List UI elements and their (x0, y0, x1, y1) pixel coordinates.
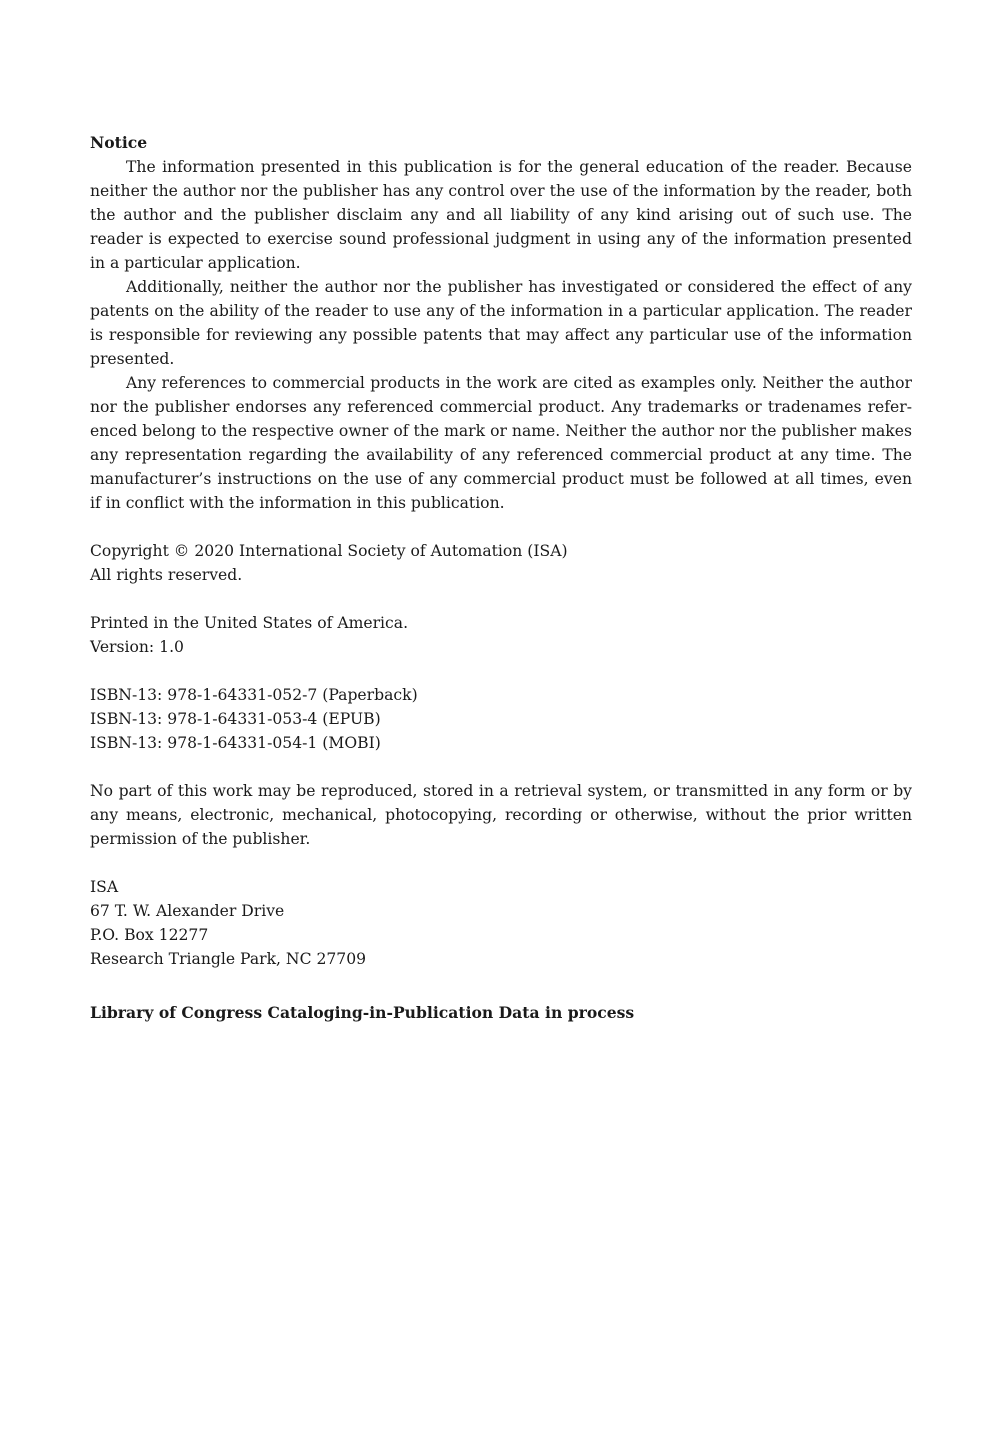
text-line: All rights reserved. (90, 566, 243, 584)
text-line: the author and the publisher disclaim any and all liability of any kind arising out of such use. The (90, 206, 912, 224)
text-line: in a particular application. (90, 254, 301, 272)
text-line: Copyright © 2020 International Society of Automation (ISA) (90, 542, 568, 560)
text-line: P.O. Box 12277 (90, 926, 209, 944)
text-line: is responsible for reviewing any possible patents that may affect any particular use of the information (90, 326, 912, 344)
spacer (90, 587, 912, 611)
isbn-list (90, 683, 912, 755)
text-line: Printed in the United States of America. (90, 614, 409, 632)
text-line: patents on the ability of the reader to use any of the information in a particular application. The reader (90, 302, 912, 320)
text-line: any representation regarding the availability of any referenced commercial product at any time. The (90, 446, 912, 464)
text-line: ISBN-13: 978-1-64331-054-1 (MOBI) (90, 734, 381, 752)
text-line: presented. (90, 350, 175, 368)
text-line: Library of Congress Cataloging-in-Publication Data in process (90, 1003, 635, 1022)
text-line: Any references to commercial products in the work are cited as examples only. Neither the author (126, 374, 912, 392)
notice-paragraph-1 (90, 155, 912, 275)
text-line: nor the publisher endorses any referenced commercial product. Any trademarks or tradenames refer- (90, 398, 912, 416)
text-line: permission of the publisher. (90, 830, 311, 848)
spacer (90, 659, 912, 683)
reproduction-notice (90, 779, 912, 851)
text-line: Additionally, neither the author nor the publisher has investigated or considered the effect of any (126, 278, 912, 296)
notice-heading (90, 131, 912, 155)
text-line: No part of this work may be reproduced, stored in a retrieval system, or transmitted in any form or by (90, 782, 912, 800)
spacer (90, 971, 912, 1001)
copyright-page (90, 131, 912, 1025)
text-line: ISBN-13: 978-1-64331-053-4 (EPUB) (90, 710, 381, 728)
text-line: if in conflict with the information in this publication. (90, 494, 505, 512)
copyright (90, 539, 912, 587)
text-line: Research Triangle Park, NC 27709 (90, 950, 367, 968)
text-line: enced belong to the respective owner of the mark or name. Neither the author nor the publisher makes (90, 422, 912, 440)
printing-info (90, 611, 912, 659)
text-line: manufacturer’s instructions on the use of any commercial product must be followed at all times, even (90, 470, 912, 488)
spacer (90, 755, 912, 779)
text-line: ISBN-13: 978-1-64331-052-7 (Paperback) (90, 686, 418, 704)
text-line: any means, electronic, mechanical, photocopying, recording or otherwise, without the prior written (90, 806, 912, 824)
notice-paragraph-2 (90, 275, 912, 371)
cataloging-data (90, 1001, 912, 1025)
text-line: ISA (90, 878, 119, 896)
text-line: Version: 1.0 (90, 638, 184, 656)
text-line: reader is expected to exercise sound professional judgment in using any of the information presented (90, 230, 912, 248)
spacer (90, 515, 912, 539)
text-line: Notice (90, 133, 148, 152)
text-line: neither the author nor the publisher has any control over the use of the information by the reader, both (90, 182, 912, 200)
notice-paragraph-3 (90, 371, 912, 515)
publisher-address (90, 875, 912, 971)
spacer (90, 851, 912, 875)
text-line: 67 T. W. Alexander Drive (90, 902, 285, 920)
text-line: The information presented in this publication is for the general education of the reader. Because (126, 158, 912, 176)
